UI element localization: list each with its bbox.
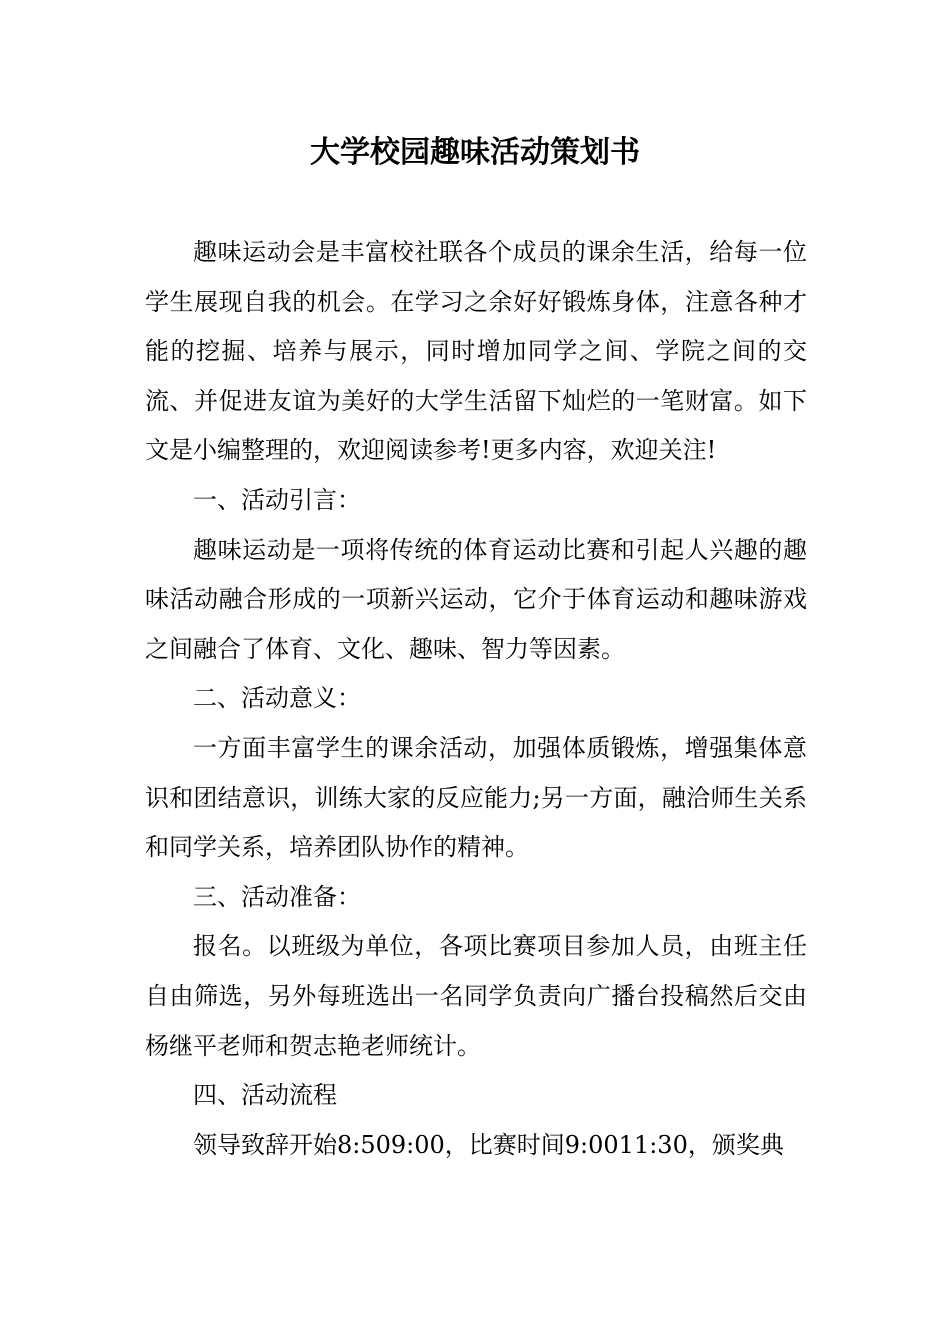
paragraph-intro: 趣味运动会是丰富校社联各个成员的课余生活，给每一位学生展现自我的机会。在学习之余好好锻炼身体，注意各种才能的挖掘、培养与展示，同时增加同学之间、学院之间的交流、并促进友谊为美好的大学生活留下灿烂的一笔财富。如下文是小编整理的，欢迎阅读参考!更多内容，欢迎关注! [145,238,807,465]
paragraph-activity-process: 领导致辞开始8:509:00，比赛时间9:0011:30，颁奖典 [193,1130,784,1159]
paragraph-activity-preparation: 报名。以班级为单位，各项比赛项目参加人员，由班主任自由筛选，另外每班选出一名同学负责向广播台投稿然后交由杨继平老师和贺志艳老师统计。 [145,932,807,1060]
heading-activity-intro: 一、活动引言： [193,485,361,514]
paragraph-activity-intro: 趣味运动是一项将传统的体育运动比赛和引起人兴趣的趣味活动融合形成的一项新兴运动，它介于体育运动和趣味游戏之间融合了体育、文化、趣味、智力等因素。 [145,535,807,663]
document-title: 大学校园趣味活动策划书 [310,135,640,170]
heading-activity-process: 四、活动流程 [193,1081,337,1110]
heading-activity-meaning: 二、活动意义： [193,684,361,713]
heading-activity-preparation: 三、活动准备： [193,882,361,911]
paragraph-activity-meaning: 一方面丰富学生的课余活动，加强体质锻炼，增强集体意识和团结意识，训练大家的反应能力;另一方面，融洽师生关系和同学关系，培养团队协作的精神。 [145,733,807,862]
document-body [145,228,807,1170]
